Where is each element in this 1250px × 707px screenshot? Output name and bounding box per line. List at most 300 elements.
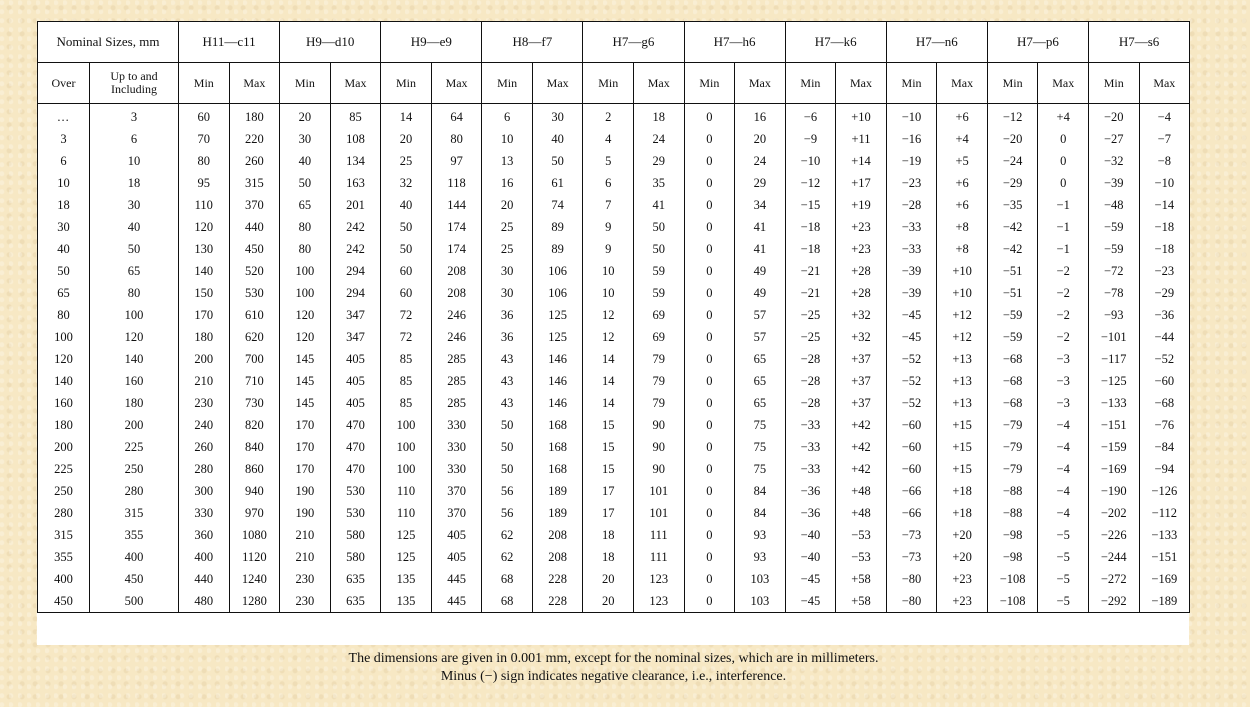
table-row <box>38 436 1190 458</box>
cell-min: −28 <box>785 370 836 392</box>
cell-min: 100 <box>280 282 331 304</box>
cell-up-to: 18 <box>90 172 179 194</box>
cell-min: −78 <box>1088 282 1139 304</box>
cell-min: −59 <box>1088 216 1139 238</box>
cell-max: 530 <box>229 282 280 304</box>
table-row <box>38 590 1190 613</box>
cell-max: 730 <box>229 392 280 414</box>
cell-max: −3 <box>1038 348 1089 370</box>
cell-max: −1 <box>1038 194 1089 216</box>
cell-min: −159 <box>1088 436 1139 458</box>
cell-min: 60 <box>179 104 230 129</box>
cell-min: 210 <box>280 546 331 568</box>
cell-max: 101 <box>633 502 684 524</box>
cell-max: −1 <box>1038 238 1089 260</box>
cell-max: 163 <box>330 172 381 194</box>
cell-min: 10 <box>583 282 634 304</box>
cell-max: 57 <box>735 304 786 326</box>
cell-max: 246 <box>431 304 482 326</box>
cell-max: 840 <box>229 436 280 458</box>
cell-min: 2 <box>583 104 634 129</box>
cell-min: 145 <box>280 370 331 392</box>
cell-min: −42 <box>987 216 1038 238</box>
cell-max: +6 <box>937 172 988 194</box>
table-row <box>38 194 1190 216</box>
cell-min: 60 <box>381 282 432 304</box>
cell-max: 635 <box>330 568 381 590</box>
cell-max: 315 <box>229 172 280 194</box>
cell-min: 125 <box>381 546 432 568</box>
cell-max: 75 <box>735 414 786 436</box>
cell-max: 620 <box>229 326 280 348</box>
cell-min: −51 <box>987 260 1038 282</box>
cell-max: −7 <box>1139 128 1190 150</box>
cell-max: 80 <box>431 128 482 150</box>
cell-up-to: 500 <box>90 590 179 613</box>
cell-min: −169 <box>1088 458 1139 480</box>
cell-max: 0 <box>1038 172 1089 194</box>
cell-max: −10 <box>1139 172 1190 194</box>
cell-min: 50 <box>482 436 533 458</box>
cell-min: 15 <box>583 436 634 458</box>
cell-over: 30 <box>38 216 90 238</box>
cell-max: 470 <box>330 436 381 458</box>
cell-min: 15 <box>583 458 634 480</box>
cell-max: 125 <box>532 304 583 326</box>
cell-min: 440 <box>179 568 230 590</box>
cell-min: 40 <box>381 194 432 216</box>
cell-min: −45 <box>785 590 836 613</box>
cell-over: 280 <box>38 502 90 524</box>
cell-min: −16 <box>886 128 937 150</box>
cell-max: +32 <box>836 326 887 348</box>
cell-max: 445 <box>431 568 482 590</box>
cell-min: −73 <box>886 546 937 568</box>
cell-max: 0 <box>1038 128 1089 150</box>
cell-max: −18 <box>1139 238 1190 260</box>
cell-max: +10 <box>937 282 988 304</box>
table-row <box>38 238 1190 260</box>
cell-max: −4 <box>1038 458 1089 480</box>
cell-min: 0 <box>684 370 735 392</box>
cell-min: 0 <box>684 326 735 348</box>
cell-min: 480 <box>179 590 230 613</box>
cell-max: −8 <box>1139 150 1190 172</box>
cell-max: 74 <box>532 194 583 216</box>
cell-min: 145 <box>280 392 331 414</box>
cell-max: 123 <box>633 590 684 613</box>
fit-header: H9—e9 <box>381 22 482 63</box>
cell-min: 36 <box>482 326 533 348</box>
cell-max: +23 <box>937 590 988 613</box>
cell-over: 160 <box>38 392 90 414</box>
cell-max: −151 <box>1139 546 1190 568</box>
fit-header: H7—h6 <box>684 22 785 63</box>
cell-min: −80 <box>886 590 937 613</box>
max-header: Max <box>937 63 988 104</box>
cell-max: 700 <box>229 348 280 370</box>
cell-min: −9 <box>785 128 836 150</box>
cell-max: 405 <box>330 370 381 392</box>
cell-up-to: 10 <box>90 150 179 172</box>
cell-max: 59 <box>633 260 684 282</box>
cell-max: −5 <box>1038 546 1089 568</box>
cell-max: 64 <box>431 104 482 129</box>
cell-min: −18 <box>785 216 836 238</box>
cell-min: −33 <box>785 414 836 436</box>
cell-min: 300 <box>179 480 230 502</box>
cell-min: 62 <box>482 546 533 568</box>
cell-over: 120 <box>38 348 90 370</box>
cell-max: +13 <box>937 370 988 392</box>
cell-min: 0 <box>684 172 735 194</box>
cell-min: 180 <box>179 326 230 348</box>
cell-min: 150 <box>179 282 230 304</box>
cell-min: −24 <box>987 150 1038 172</box>
cell-min: 62 <box>482 524 533 546</box>
cell-max: 103 <box>735 568 786 590</box>
max-header: Max <box>1038 63 1089 104</box>
cell-max: −4 <box>1038 502 1089 524</box>
cell-max: +13 <box>937 348 988 370</box>
cell-max: +11 <box>836 128 887 150</box>
table-row <box>38 370 1190 392</box>
cell-max: 146 <box>532 370 583 392</box>
cell-over: 6 <box>38 150 90 172</box>
fit-header: H7—k6 <box>785 22 886 63</box>
cell-max: 940 <box>229 480 280 502</box>
cell-min: 30 <box>280 128 331 150</box>
cell-over: 50 <box>38 260 90 282</box>
cell-min: 85 <box>381 370 432 392</box>
cell-min: 14 <box>583 392 634 414</box>
cell-up-to: 355 <box>90 524 179 546</box>
nominal-sizes-header: Nominal Sizes, mm <box>38 22 179 63</box>
cell-max: 29 <box>735 172 786 194</box>
cell-min: −10 <box>785 150 836 172</box>
cell-over: 400 <box>38 568 90 590</box>
cell-up-to: 200 <box>90 414 179 436</box>
cell-min: 32 <box>381 172 432 194</box>
cell-max: −53 <box>836 524 887 546</box>
cell-up-to: 450 <box>90 568 179 590</box>
cell-min: 0 <box>684 524 735 546</box>
cell-max: +18 <box>937 502 988 524</box>
cell-min: 0 <box>684 150 735 172</box>
cell-min: 50 <box>381 238 432 260</box>
cut-off-title-strip <box>0 0 1250 10</box>
cell-max: 106 <box>532 260 583 282</box>
cell-max: −133 <box>1139 524 1190 546</box>
cell-min: 135 <box>381 590 432 613</box>
cell-max: 347 <box>330 304 381 326</box>
cell-min: 280 <box>179 458 230 480</box>
cell-min: −33 <box>785 458 836 480</box>
cell-max: 820 <box>229 414 280 436</box>
cell-max: −2 <box>1038 304 1089 326</box>
cell-max: 220 <box>229 128 280 150</box>
cell-min: 85 <box>381 348 432 370</box>
cell-min: 80 <box>179 150 230 172</box>
cell-min: 43 <box>482 348 533 370</box>
cell-min: 170 <box>280 414 331 436</box>
cell-min: 210 <box>280 524 331 546</box>
cell-min: −79 <box>987 458 1038 480</box>
cell-max: +8 <box>937 238 988 260</box>
cell-max: 450 <box>229 238 280 260</box>
cell-max: 101 <box>633 480 684 502</box>
cell-min: −108 <box>987 568 1038 590</box>
cell-max: 228 <box>532 590 583 613</box>
cell-max: +37 <box>836 348 887 370</box>
cell-max: 174 <box>431 216 482 238</box>
cell-min: 200 <box>179 348 230 370</box>
cell-min: −40 <box>785 546 836 568</box>
cell-min: 0 <box>684 128 735 150</box>
cell-min: −40 <box>785 524 836 546</box>
cell-min: 100 <box>381 436 432 458</box>
cell-min: 0 <box>684 480 735 502</box>
cell-min: 0 <box>684 590 735 613</box>
fit-header: H7—g6 <box>583 22 684 63</box>
cell-min: 0 <box>684 304 735 326</box>
cell-min: 120 <box>280 304 331 326</box>
cell-min: −93 <box>1088 304 1139 326</box>
cell-max: 50 <box>633 238 684 260</box>
cell-min: −88 <box>987 480 1038 502</box>
header-row-min-max <box>38 63 1190 104</box>
cell-min: 0 <box>684 546 735 568</box>
cell-min: 14 <box>583 370 634 392</box>
cell-min: 12 <box>583 326 634 348</box>
cell-min: −52 <box>886 348 937 370</box>
cell-max: 260 <box>229 150 280 172</box>
cell-min: 100 <box>280 260 331 282</box>
cell-max: 208 <box>431 282 482 304</box>
cell-min: −45 <box>886 304 937 326</box>
max-header: Max <box>532 63 583 104</box>
cell-max: +4 <box>937 128 988 150</box>
table-row <box>38 304 1190 326</box>
max-header: Max <box>735 63 786 104</box>
cell-over: 180 <box>38 414 90 436</box>
cell-max: 285 <box>431 370 482 392</box>
cell-max: 246 <box>431 326 482 348</box>
cell-max: −36 <box>1139 304 1190 326</box>
max-header: Max <box>330 63 381 104</box>
cell-max: +58 <box>836 568 887 590</box>
table-row <box>38 414 1190 436</box>
cell-min: 5 <box>583 150 634 172</box>
max-header: Max <box>431 63 482 104</box>
cell-min: −66 <box>886 502 937 524</box>
cell-max: 1080 <box>229 524 280 546</box>
cell-max: 69 <box>633 326 684 348</box>
cell-max: 710 <box>229 370 280 392</box>
cell-min: −72 <box>1088 260 1139 282</box>
fit-header: H7—p6 <box>987 22 1088 63</box>
cell-max: +4 <box>1038 104 1089 129</box>
cell-max: −3 <box>1038 370 1089 392</box>
cell-max: 228 <box>532 568 583 590</box>
cell-max: +23 <box>836 216 887 238</box>
cell-min: −28 <box>785 392 836 414</box>
cell-min: −12 <box>785 172 836 194</box>
cell-min: 17 <box>583 502 634 524</box>
cell-over: 140 <box>38 370 90 392</box>
cell-max: −1 <box>1038 216 1089 238</box>
cell-max: 144 <box>431 194 482 216</box>
cell-up-to: 160 <box>90 370 179 392</box>
table-row <box>38 104 1190 129</box>
cell-min: 16 <box>482 172 533 194</box>
cell-min: −202 <box>1088 502 1139 524</box>
cell-max: −14 <box>1139 194 1190 216</box>
cell-max: 93 <box>735 546 786 568</box>
cell-min: −125 <box>1088 370 1139 392</box>
cell-up-to: 50 <box>90 238 179 260</box>
cell-max: 90 <box>633 414 684 436</box>
table-row <box>38 282 1190 304</box>
up-to-including-header: Up to and Including <box>90 63 179 104</box>
cell-min: −21 <box>785 282 836 304</box>
fit-header: H7—s6 <box>1088 22 1189 63</box>
cell-min: −51 <box>987 282 1038 304</box>
cell-min: 25 <box>482 238 533 260</box>
cell-max: 174 <box>431 238 482 260</box>
cell-min: 0 <box>684 502 735 524</box>
cell-max: −2 <box>1038 326 1089 348</box>
cell-min: −20 <box>1088 104 1139 129</box>
cell-max: 61 <box>532 172 583 194</box>
cell-min: −45 <box>886 326 937 348</box>
over-header: Over <box>38 63 90 104</box>
cell-max: −76 <box>1139 414 1190 436</box>
max-header: Max <box>1139 63 1190 104</box>
cell-max: +15 <box>937 414 988 436</box>
cell-max: 103 <box>735 590 786 613</box>
cell-max: 405 <box>431 524 482 546</box>
min-header: Min <box>886 63 937 104</box>
cell-min: 100 <box>381 414 432 436</box>
cell-max: +20 <box>937 546 988 568</box>
cell-min: 20 <box>381 128 432 150</box>
cell-up-to: 40 <box>90 216 179 238</box>
cell-max: 90 <box>633 458 684 480</box>
cell-up-to: 65 <box>90 260 179 282</box>
cell-min: 230 <box>280 568 331 590</box>
cell-min: 0 <box>684 260 735 282</box>
min-header: Min <box>987 63 1038 104</box>
cell-max: 41 <box>633 194 684 216</box>
cell-min: −98 <box>987 524 1038 546</box>
cell-min: 9 <box>583 216 634 238</box>
cell-max: +12 <box>937 326 988 348</box>
cell-min: 80 <box>280 238 331 260</box>
cell-max: 580 <box>330 546 381 568</box>
cell-max: −53 <box>836 546 887 568</box>
cell-max: −60 <box>1139 370 1190 392</box>
cell-up-to: 30 <box>90 194 179 216</box>
min-header: Min <box>280 63 331 104</box>
cell-min: 20 <box>482 194 533 216</box>
cell-min: −45 <box>785 568 836 590</box>
header-row-fits <box>38 22 1190 63</box>
cell-over: 200 <box>38 436 90 458</box>
cell-max: 405 <box>330 348 381 370</box>
cell-min: −23 <box>886 172 937 194</box>
cell-over: 10 <box>38 172 90 194</box>
cell-max: 146 <box>532 348 583 370</box>
cell-max: 635 <box>330 590 381 613</box>
cell-min: 120 <box>280 326 331 348</box>
cell-max: +20 <box>937 524 988 546</box>
cell-min: 6 <box>482 104 533 129</box>
cell-max: 168 <box>532 458 583 480</box>
cell-max: 405 <box>431 546 482 568</box>
cell-max: 93 <box>735 524 786 546</box>
cell-min: −42 <box>987 238 1038 260</box>
cell-min: 110 <box>381 480 432 502</box>
cell-max: 16 <box>735 104 786 129</box>
cell-max: 85 <box>330 104 381 129</box>
table-row <box>38 216 1190 238</box>
cell-max: 146 <box>532 392 583 414</box>
cell-min: −190 <box>1088 480 1139 502</box>
cell-min: 10 <box>583 260 634 282</box>
cell-min: −25 <box>785 326 836 348</box>
cell-max: 1120 <box>229 546 280 568</box>
cell-max: 125 <box>532 326 583 348</box>
cell-max: 35 <box>633 172 684 194</box>
cell-max: +10 <box>937 260 988 282</box>
cell-up-to: 250 <box>90 458 179 480</box>
table-row <box>38 524 1190 546</box>
cell-max: 294 <box>330 282 381 304</box>
cell-min: 20 <box>280 104 331 129</box>
cell-max: 330 <box>431 436 482 458</box>
cell-min: −272 <box>1088 568 1139 590</box>
cell-min: −36 <box>785 480 836 502</box>
cell-max: 970 <box>229 502 280 524</box>
cell-min: 50 <box>381 216 432 238</box>
cell-up-to: 3 <box>90 104 179 129</box>
cell-min: 130 <box>179 238 230 260</box>
cell-min: 110 <box>381 502 432 524</box>
cell-max: 470 <box>330 458 381 480</box>
cell-min: 36 <box>482 304 533 326</box>
cell-max: −5 <box>1038 590 1089 613</box>
cell-min: 68 <box>482 568 533 590</box>
cell-min: 0 <box>684 104 735 129</box>
cell-up-to: 100 <box>90 304 179 326</box>
cell-up-to: 280 <box>90 480 179 502</box>
cell-max: −68 <box>1139 392 1190 414</box>
cell-max: 208 <box>532 546 583 568</box>
cell-max: 520 <box>229 260 280 282</box>
cell-up-to: 140 <box>90 348 179 370</box>
table-row <box>38 128 1190 150</box>
cell-min: −68 <box>987 348 1038 370</box>
cell-min: −25 <box>785 304 836 326</box>
cell-max: −3 <box>1038 392 1089 414</box>
cell-min: 4 <box>583 128 634 150</box>
cell-min: −79 <box>987 414 1038 436</box>
cell-min: −60 <box>886 458 937 480</box>
cell-max: +42 <box>836 458 887 480</box>
cell-min: −59 <box>1088 238 1139 260</box>
cell-min: −28 <box>886 194 937 216</box>
